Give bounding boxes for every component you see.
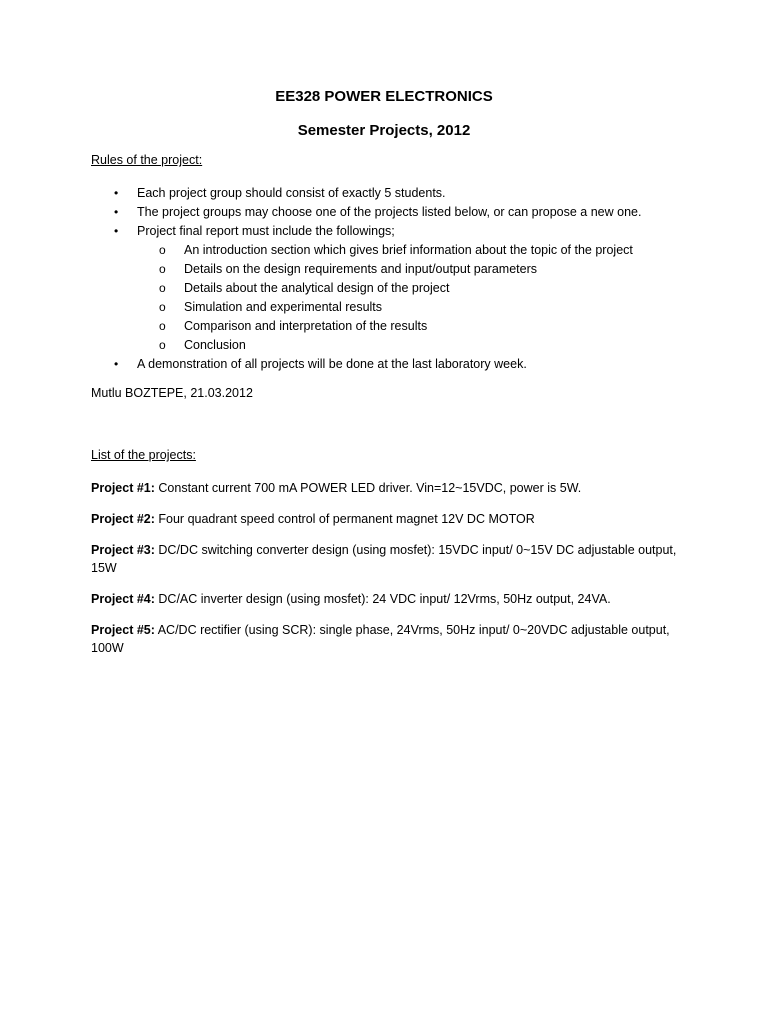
report-item-text: An introduction section which gives brief information about the topic of the project [184,243,633,257]
project-item [91,510,681,528]
list-item [91,222,731,241]
rule-text: A demonstration of all projects will be done at the last laboratory week. [137,357,527,371]
author-line: Mutlu BOZTEPE, 21.03.2012 [91,386,253,400]
report-item-text: Details on the design requirements and input/output parameters [184,262,537,276]
list-item [91,279,731,298]
report-item-text: Conclusion [184,338,246,352]
project-description: Constant current 700 mA POWER LED driver. Vin=12~15VDC, power is 5W. [154,481,582,495]
sub-bullet-icon: o [159,243,166,257]
bullet-icon: • [114,186,119,200]
sub-bullet-icon: o [159,338,166,352]
document-subtitle: Semester Projects, 2012 [297,122,471,139]
bullet-icon: • [114,357,119,371]
project-description: DC/AC inverter design (using mosfet): 24 VDC input/ 12Vrms, 50Hz output, 24VA. [154,592,611,606]
list-item [91,298,731,317]
sub-bullet-icon: o [159,319,166,333]
list-item [91,336,731,355]
report-item-text: Simulation and experimental results [184,300,383,314]
rule-text: Each project group should consist of exactly 5 students. [137,186,446,200]
report-item-text: Details about the analytical design of the project [184,281,450,295]
rules-list [91,184,731,374]
project-label: Project #1: [91,481,155,495]
list-item [91,184,731,203]
sub-bullet-icon: o [159,300,166,314]
sub-bullet-icon: o [159,262,166,276]
rules-heading: Rules of the project: [91,153,203,167]
rule-text: Project final report must include the followings; [137,224,395,238]
bullet-icon: • [114,205,119,219]
project-item [91,590,681,608]
project-label: Project #5: [91,623,155,637]
project-description: Four quadrant speed control of permanent magnet 12V DC MOTOR [154,512,535,526]
list-item [91,317,731,336]
project-item [91,621,681,657]
course-title: EE328 POWER ELECTRONICS [275,88,493,105]
bullet-icon: • [114,224,119,238]
project-label: Project #4: [91,592,155,606]
list-item [91,241,731,260]
project-label: Project #2: [91,512,155,526]
list-item [91,260,731,279]
project-item [91,541,681,577]
rule-text: The project groups may choose one of the projects listed below, or can propose a new one. [137,205,642,219]
list-item [91,203,731,222]
report-item-text: Comparison and interpretation of the results [184,319,428,333]
projects-heading: List of the projects: [91,448,196,462]
project-description: DC/DC switching converter design (using mosfet): 15VDC input/ 0~15V DC adjustable output, 15W [91,543,677,575]
sub-bullet-icon: o [159,281,166,295]
project-item [91,479,681,497]
project-label: Project #3: [91,543,155,557]
list-item [91,355,731,374]
project-description: AC/DC rectifier (using SCR): single phase, 24Vrms, 50Hz input/ 0~20VDC adjustable output, 100W [91,623,670,655]
